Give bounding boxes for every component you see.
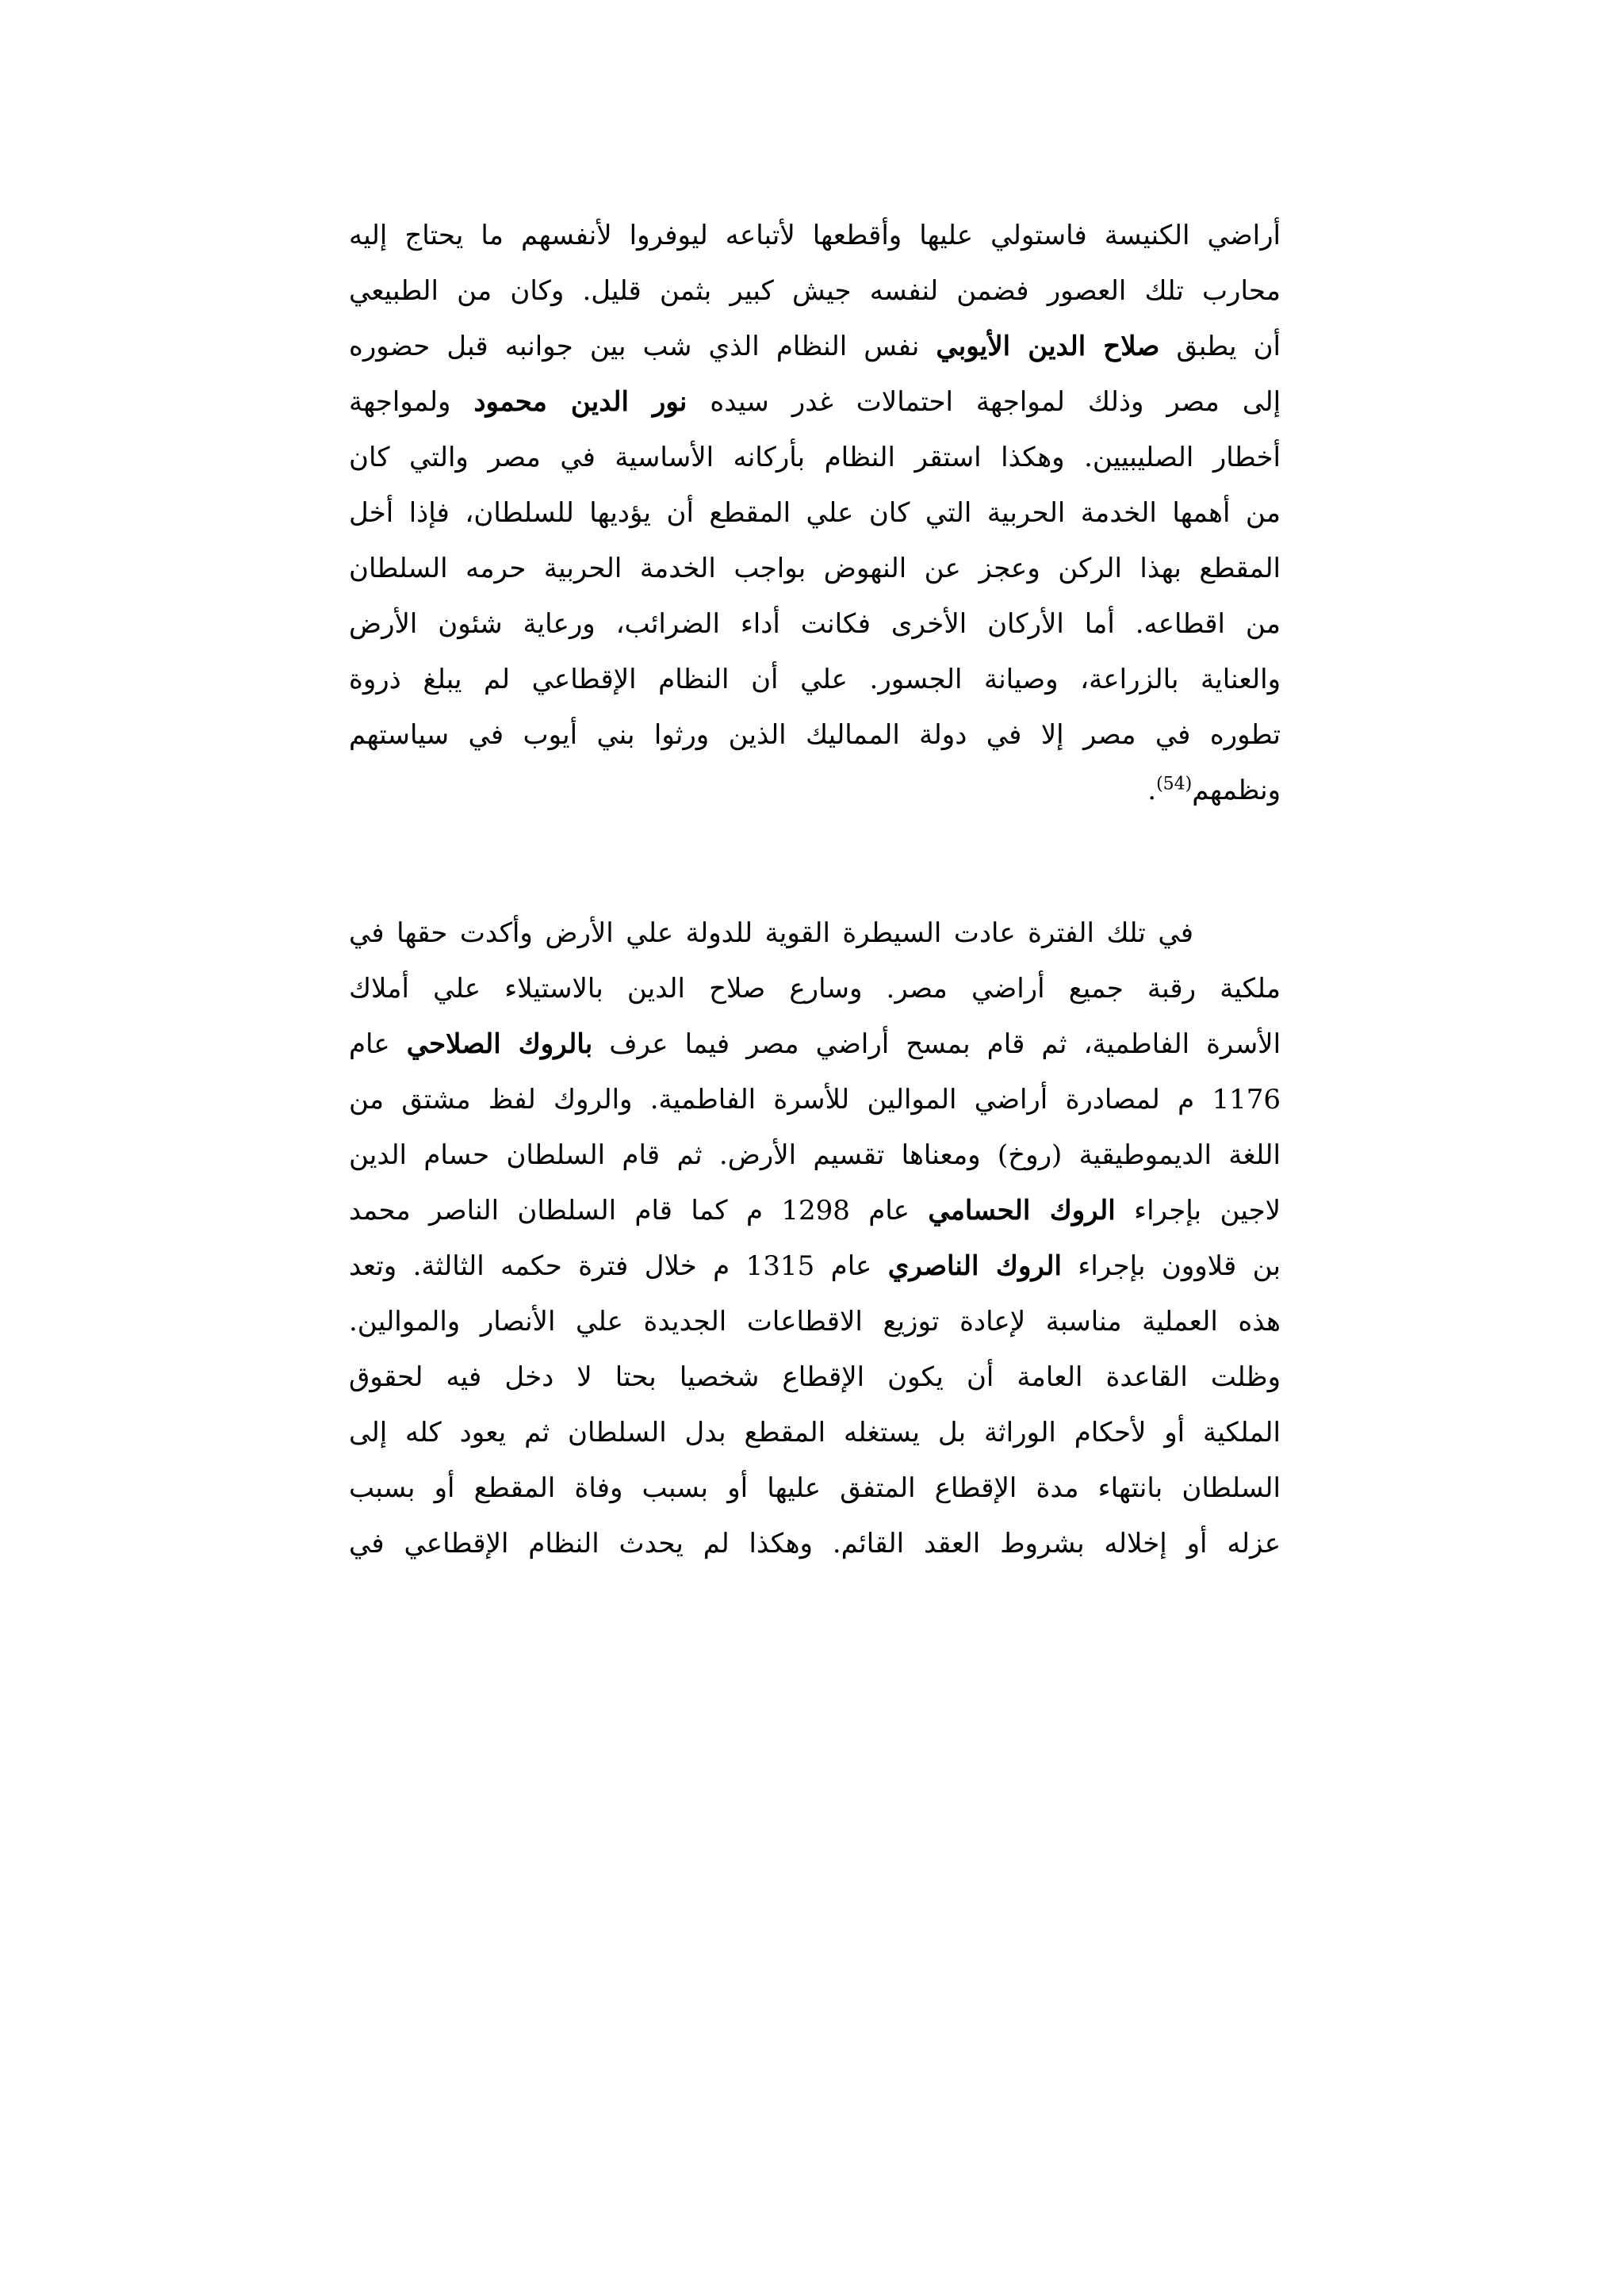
bold-term: بالروك الصلاحي xyxy=(406,1028,593,1060)
text-segment: نفس النظام الذي شب بين جوانبه قبل حضوره xyxy=(349,331,920,362)
text-segment: بن قلاوون بإجراء xyxy=(1078,1250,1281,1282)
footnote-reference[interactable]: (54) xyxy=(1156,774,1193,794)
text-line xyxy=(349,1183,1281,1238)
text-line: محارب تلك العصور فضمن لنفسه جيش كبير بثمن قليل. وكان من الطبيعي xyxy=(349,275,1281,307)
text-segment: لاجين بإجراء xyxy=(1134,1195,1281,1226)
text-line: الملكية أو لأحكام الوراثة بل يستغله المقطع بدل السلطان ثم يعود كله إلى xyxy=(349,1417,1281,1448)
text-segment: أن يطبق xyxy=(1176,331,1281,362)
bold-term: الروك الحسامي xyxy=(928,1195,1116,1226)
text-line: السلطان بانتهاء مدة الإقطاع المتفق عليها أو بسبب وفاة المقطع أو بسبب xyxy=(349,1472,1281,1504)
bold-name: نور الدين محمود xyxy=(473,386,688,418)
text-segment: ونظمهم xyxy=(1192,775,1281,806)
end-punctuation: . xyxy=(1147,775,1157,806)
text-line: هذه العملية مناسبة لإعادة توزيع الاقطاعات الجديدة علي الأنصار والموالين. xyxy=(349,1306,1281,1337)
text-line: المقطع بهذا الركن وعجز عن النهوض بواجب الخدمة الحربية حرمه السلطان xyxy=(349,553,1281,584)
text-segment: إلى مصر وذلك لمواجهة احتمالات غدر سيده xyxy=(710,386,1281,418)
text-line: في تلك الفترة عادت السيطرة القوية للدولة علي الأرض وأكدت حقها في xyxy=(349,917,1193,949)
text-segment: الأسرة الفاطمية، ثم قام بمسح أراضي مصر فيما عرف xyxy=(609,1028,1281,1060)
text-line xyxy=(349,374,1281,430)
text-line: من اقطاعه. أما الأركان الأخرى فكانت أداء الضرائب، ورعاية شئون الأرض xyxy=(349,608,1281,640)
text-line: تطوره في مصر إلا في دولة المماليك الذين ورثوا بني أيوب في سياستهم xyxy=(349,719,1281,751)
text-segment: ولمواجهة xyxy=(349,386,451,418)
text-line: اللغة الديموطيقية (روخ) ومعناها تقسيم الأرض. ثم قام السلطان حسام الدين xyxy=(349,1139,1281,1171)
bold-term: الروك الناصري xyxy=(887,1250,1062,1282)
paragraph-2 xyxy=(349,905,1281,1571)
text-line xyxy=(349,319,1281,374)
text-line: 1176 م لمصادرة أراضي الموالين للأسرة الفاطمية. والروك لفظ مشتق من xyxy=(349,1084,1281,1115)
text-line xyxy=(349,1016,1281,1072)
bold-name: صلاح الدين الأيوبي xyxy=(936,331,1160,362)
text-segment: عام 1298 م كما قام السلطان الناصر محمد xyxy=(349,1195,910,1226)
text-line: ملكية رقبة جميع أراضي مصر. وسارع صلاح الدين بالاستيلاء علي أملاك xyxy=(349,973,1281,1004)
text-line: من أهمها الخدمة الحربية التي كان علي المقطع أن يؤديها للسلطان، فإذا أخل xyxy=(349,497,1281,529)
text-segment: عام xyxy=(349,1028,390,1060)
text-line xyxy=(349,763,1281,818)
text-line: أخطار الصليبيين. وهكذا استقر النظام بأركانه الأساسية في مصر والتي كان xyxy=(349,442,1281,473)
paragraph-1 xyxy=(349,208,1281,818)
text-line: عزله أو إخلاله بشروط العقد القائم. وهكذا لم يحدث النظام الإقطاعي في xyxy=(349,1528,1281,1559)
text-line: أراضي الكنيسة فاستولي عليها وأقطعها لأتباعه ليوفروا لأنفسهم ما يحتاج إليه xyxy=(349,220,1281,251)
text-line xyxy=(349,1238,1281,1294)
text-line: والعناية بالزراعة، وصيانة الجسور. علي أن النظام الإقطاعي لم يبلغ ذروة xyxy=(349,664,1281,695)
text-line: وظلت القاعدة العامة أن يكون الإقطاع شخصيا بحتا لا دخل فيه لحقوق xyxy=(349,1361,1281,1393)
text-segment: عام 1315 م خلال فترة حكمه الثالثة. وتعد xyxy=(349,1250,872,1282)
document-page xyxy=(349,208,1281,1571)
